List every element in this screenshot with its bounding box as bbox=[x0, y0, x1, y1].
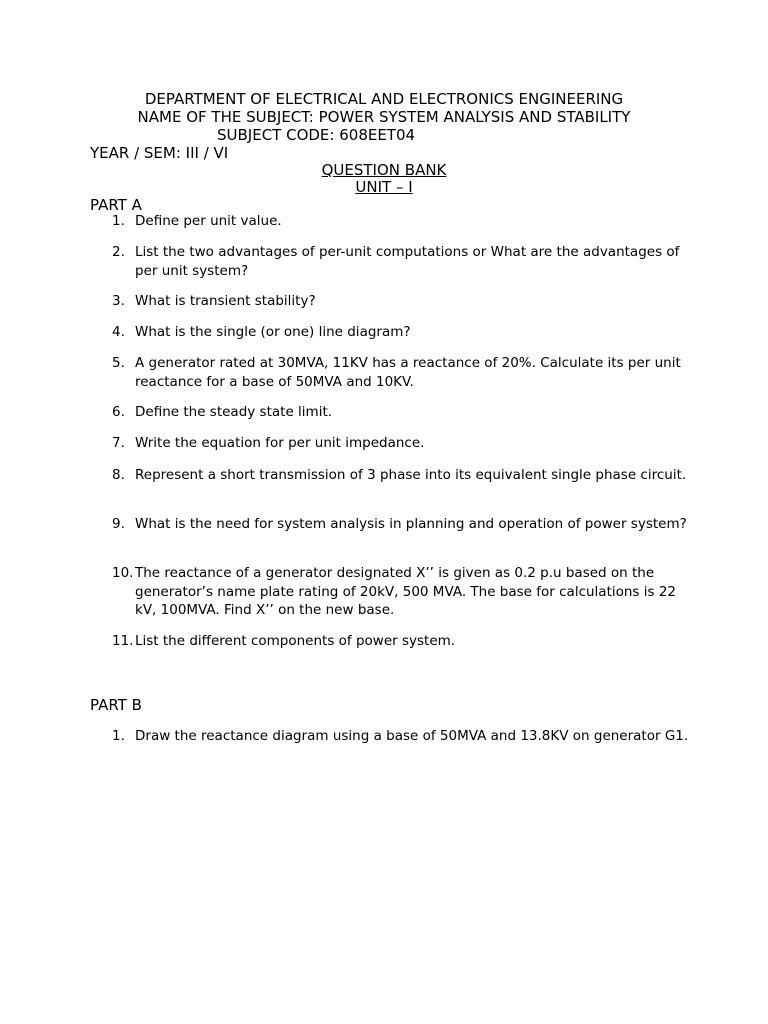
list-item bbox=[112, 403, 692, 422]
list-item bbox=[112, 727, 692, 746]
question-text: List the different components of power system. bbox=[135, 633, 456, 649]
question-text: What is transient stability? bbox=[135, 293, 316, 309]
question-number: 3. bbox=[112, 293, 125, 309]
question-number: 6. bbox=[112, 404, 125, 420]
question-number: 9. bbox=[112, 516, 125, 532]
list-item bbox=[112, 212, 692, 231]
list-item bbox=[112, 515, 692, 534]
question-text: Write the equation for per unit impedance. bbox=[135, 435, 425, 451]
list-item bbox=[112, 243, 692, 280]
question-number: 1. bbox=[112, 213, 125, 229]
list-item bbox=[112, 632, 692, 651]
list-item bbox=[112, 564, 692, 620]
list-item bbox=[112, 354, 692, 391]
question-number: 10. bbox=[112, 565, 134, 581]
question-text: Define the steady state limit. bbox=[135, 404, 333, 420]
question-text: What is the need for system analysis in planning and operation of power system? bbox=[135, 516, 687, 532]
question-number: 2. bbox=[112, 244, 125, 260]
part-b-heading: PART B bbox=[90, 696, 142, 714]
list-item bbox=[112, 466, 692, 485]
question-number: 4. bbox=[112, 324, 125, 340]
question-number: 11. bbox=[112, 633, 134, 649]
question-text: The reactance of a generator designated X’’ is given as 0.2 p.u based on the generator’s name plate rating of 20kV, 500 MVA. The base for calculations is 22 kV, 100MVA. Find X’’ on the new base. bbox=[135, 565, 677, 618]
list-item bbox=[112, 292, 692, 311]
department-heading: DEPARTMENT OF ELECTRICAL AND ELECTRONICS ENGINEERING bbox=[144, 90, 624, 108]
list-item bbox=[112, 323, 692, 342]
list-item bbox=[112, 434, 692, 453]
question-text: Draw the reactance diagram using a base of 50MVA and 13.8KV on generator G1. bbox=[135, 728, 689, 744]
question-text: What is the single (or one) line diagram? bbox=[135, 324, 411, 340]
question-text: Define per unit value. bbox=[135, 213, 282, 229]
subject-code: SUBJECT CODE: 608EET04 bbox=[217, 126, 416, 144]
question-text: List the two advantages of per-unit computations or What are the advantages of per unit system? bbox=[135, 244, 680, 279]
doc-title: QUESTION BANK bbox=[321, 161, 447, 179]
question-number: 7. bbox=[112, 435, 125, 451]
question-text: A generator rated at 30MVA, 11KV has a reactance of 20%. Calculate its per unit reactance for a base of 50MVA and 10KV. bbox=[135, 355, 681, 390]
subject-name: NAME OF THE SUBJECT: POWER SYSTEM ANALYSIS AND STABILITY bbox=[137, 108, 631, 126]
year-sem: YEAR / SEM: III / VI bbox=[90, 144, 229, 162]
unit-title: UNIT – I bbox=[355, 178, 413, 196]
question-text: Represent a short transmission of 3 phase into its equivalent single phase circuit. bbox=[135, 467, 687, 483]
question-number: 1. bbox=[112, 728, 125, 744]
part-a-heading: PART A bbox=[90, 196, 142, 214]
question-number: 5. bbox=[112, 355, 125, 371]
question-number: 8. bbox=[112, 467, 125, 483]
